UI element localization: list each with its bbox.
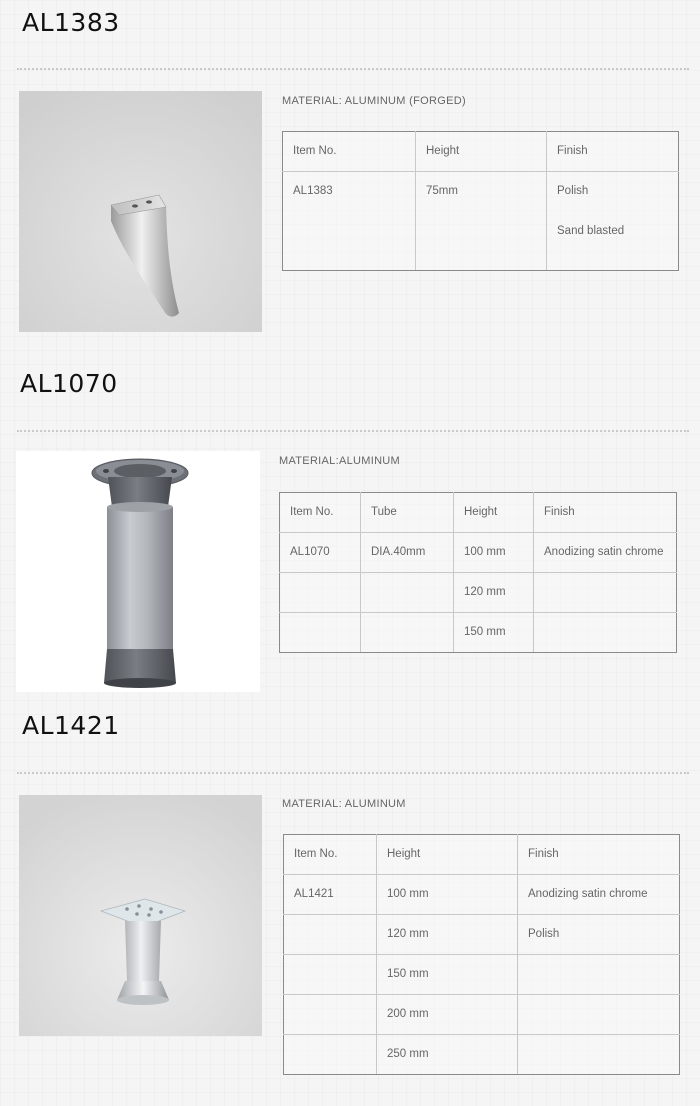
column-header: Height (416, 132, 547, 172)
column-header: Finish (518, 835, 680, 875)
table-header-row (284, 835, 680, 875)
column-header: Item No. (280, 493, 361, 533)
table-cell: AL1070 (280, 533, 361, 573)
table-cell: Anodizing satin chrome (534, 533, 677, 573)
column-header: Finish (534, 493, 677, 533)
table-cell: 150 mm (377, 955, 518, 995)
table-cell: DIA.40mm (361, 533, 454, 573)
table-cell: 200 mm (377, 995, 518, 1035)
spec-table (282, 131, 679, 271)
table-cell (280, 613, 361, 653)
dotted-divider (17, 430, 689, 432)
table-cell (284, 1035, 377, 1075)
finish-value: Sand blasted (557, 225, 625, 237)
table-cell: 75mm (416, 172, 547, 271)
table-row (280, 533, 677, 573)
table-cell: Polish (518, 915, 680, 955)
product-title: AL1421 (22, 711, 120, 740)
table-row (284, 875, 680, 915)
table-cell (280, 573, 361, 613)
table-row (284, 1035, 680, 1075)
table-cell: AL1421 (284, 875, 377, 915)
table-row (280, 613, 677, 653)
column-header: Item No. (283, 132, 416, 172)
table-cell (547, 172, 679, 271)
material-label: MATERIAL: ALUMINUM (282, 798, 406, 810)
column-header: Finish (547, 132, 679, 172)
table-cell (534, 573, 677, 613)
table-row (280, 573, 677, 613)
table-cell (284, 915, 377, 955)
table-row (284, 915, 680, 955)
table-row (284, 995, 680, 1035)
product-title: AL1070 (20, 369, 118, 398)
spec-table (279, 492, 677, 653)
aluminum-leg-with-mounting-plate-image (19, 795, 262, 1036)
material-label: MATERIAL:ALUMINUM (279, 455, 401, 467)
column-header: Item No. (284, 835, 377, 875)
table-cell (518, 955, 680, 995)
table-cell (361, 573, 454, 613)
table-cell: 150 mm (454, 613, 534, 653)
table-cell: 100 mm (377, 875, 518, 915)
table-cell: 120 mm (377, 915, 518, 955)
cylindrical-aluminum-leg-image (16, 451, 260, 692)
table-cell: 100 mm (454, 533, 534, 573)
table-row (283, 172, 679, 271)
dotted-divider (17, 68, 689, 70)
dotted-divider (17, 772, 689, 774)
table-cell: AL1383 (283, 172, 416, 271)
table-cell (534, 613, 677, 653)
angled-forged-aluminum-leg-image (19, 91, 262, 332)
table-cell: 250 mm (377, 1035, 518, 1075)
finish-value: Polish (557, 185, 589, 197)
table-cell (518, 1035, 680, 1075)
column-header: Height (454, 493, 534, 533)
table-cell (361, 613, 454, 653)
column-header: Height (377, 835, 518, 875)
column-header: Tube (361, 493, 454, 533)
material-label: MATERIAL: ALUMINUM (FORGED) (282, 95, 466, 107)
table-cell: Anodizing satin chrome (518, 875, 680, 915)
table-header-row (280, 493, 677, 533)
product-title: AL1383 (22, 8, 120, 37)
table-header-row (283, 132, 679, 172)
table-cell (284, 995, 377, 1035)
table-cell: 120 mm (454, 573, 534, 613)
table-row (284, 955, 680, 995)
table-cell (284, 955, 377, 995)
table-cell (518, 995, 680, 1035)
spec-table (283, 834, 680, 1075)
